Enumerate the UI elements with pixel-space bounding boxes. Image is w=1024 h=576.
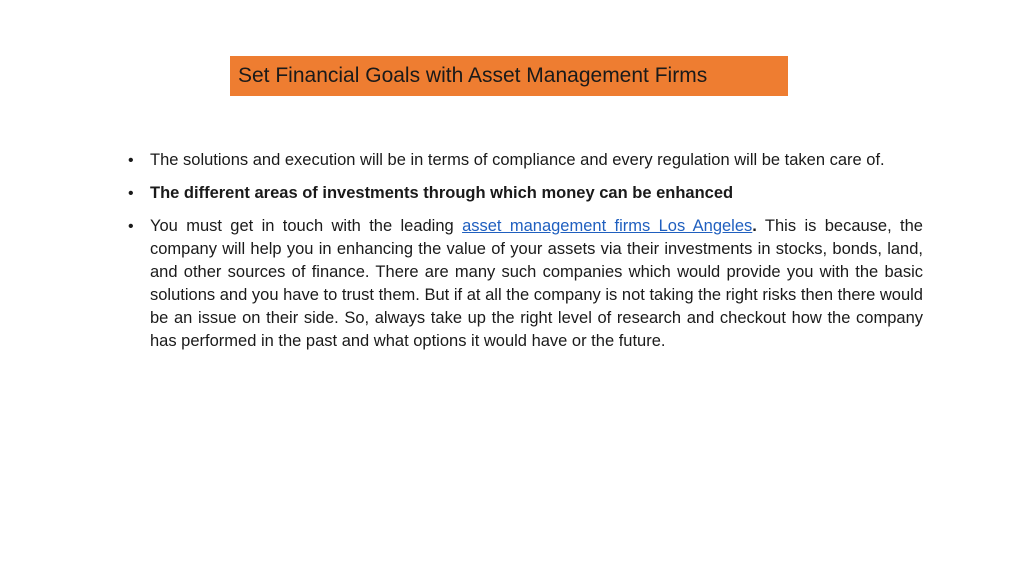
bullet-marker: • (128, 185, 134, 202)
bullet-item-investment-areas (128, 182, 923, 205)
bullet-text: The different areas of investments through which money can be enhanced (150, 184, 734, 202)
bullet-text: The solutions and execution will be in terms of compliance and every regulation will be taken care of. (150, 151, 885, 169)
bullet-list (128, 149, 923, 363)
bullet-item-asset-management (128, 215, 923, 353)
asset-management-link[interactable]: asset management firms Los Angeles (462, 217, 753, 235)
bullet-marker: • (128, 218, 134, 235)
bullet-item-compliance (128, 149, 923, 172)
bullet-marker: • (128, 152, 134, 169)
slide-title: Set Financial Goals with Asset Management Firms (238, 64, 708, 87)
bullet-period: . (752, 217, 757, 235)
bullet-text-intro: You must get in touch with the leading (150, 217, 463, 235)
slide-title-banner (230, 56, 788, 96)
bullet-text-body: This is because, the company will help you in enhancing the value of your assets via their investments in stocks, bonds, land, and other sources of finance. There are many such companies which would provide you with the basic solutions and you have to trust them. But if at all the company is not taking the right risks then there would be an issue on their side. So, always take up the right level of research and checkout how the company has performed in the past and what options it would have or the future. (150, 217, 923, 350)
